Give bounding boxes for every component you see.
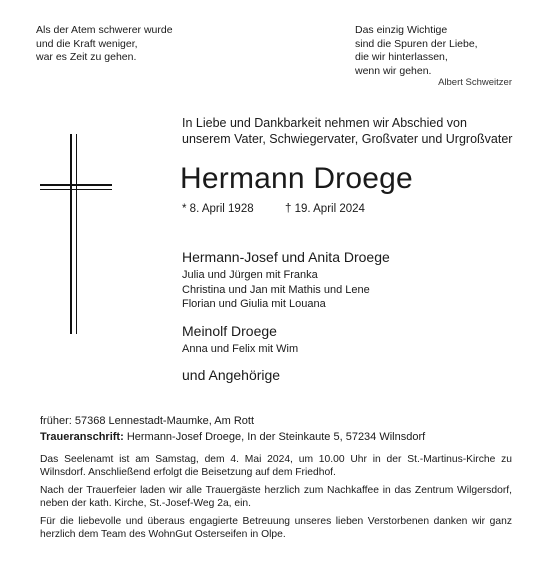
footer-text (40, 453, 512, 541)
poem-left-line: Als der Atem schwerer wurde (36, 24, 173, 36)
poem-left-line: war es Zeit zu gehen. (36, 51, 137, 63)
birth-date: * 8. April 1928 (182, 203, 254, 215)
poem-right-line: sind die Spuren der Liebe, (355, 37, 478, 50)
poem-right (355, 24, 478, 78)
footer-paragraph: Das Seelenamt ist am Samstag, dem 4. Mai 2024, um 10.00 Uhr in der St.-Martinus-Kirche zu Wilnsdorf. Anschließend erfolgt die Beisetzung auf dem Friedhof. (40, 454, 512, 478)
poem-right-line: wenn wir gehen. (355, 64, 432, 77)
family1-list (182, 268, 370, 312)
family1-line: Florian und Giulia mit Louana (182, 298, 326, 310)
mourning-address (40, 430, 425, 445)
family2-head: Meinolf Droege (182, 323, 277, 339)
former-address: früher: 57368 Lennestadt-Maumke, Am Rott (40, 415, 255, 427)
mourning-address-text: Hermann-Josef Droege, In der Steinkaute 5, 57234 Wilnsdorf (126, 431, 426, 443)
cross-vertical-line (76, 134, 77, 334)
cross-vertical-line (70, 134, 72, 334)
poem-left-line: und die Kraft weniger, (36, 37, 138, 50)
deceased-name: Hermann Droege (180, 162, 413, 195)
cross-horizontal-line (40, 189, 112, 190)
footer-paragraph: Für die liebevolle und überaus engagierte Betreuung unseres lieben Verstorbenen danken wir ganz herzlich dem Team des WohnGut Osterseifen in Olpe. (40, 516, 512, 540)
poem-right-line: Das einzig Wichtige (355, 24, 448, 36)
family1-line: Julia und Jürgen mit Franka (182, 269, 318, 281)
mourning-address-label: Traueranschrift: (40, 431, 124, 443)
intro-line: unserem Vater, Schwiegervater, Großvater und Urgroßvater (182, 132, 513, 146)
relatives-line: und Angehörige (182, 367, 281, 383)
poem-right-line: die wir hinterlassen, (355, 51, 448, 63)
death-date: † 19. April 2024 (285, 203, 365, 215)
family2-list (182, 342, 298, 357)
intro-line: In Liebe und Dankbarkeit nehmen wir Abschied von (182, 116, 467, 130)
intro-text (182, 115, 512, 147)
family2-line: Anna und Felix mit Wim (182, 343, 299, 355)
poem-left (36, 24, 173, 65)
footer-paragraph: Nach der Trauerfeier laden wir alle Trauergäste herzlich zum Nachkaffee in das Zentrum Wilgersdorf, neben der kath. Kirche, St.-Josef-Weg 2a, ein. (40, 485, 512, 509)
cross-horizontal-line (40, 184, 112, 186)
family1-head: Hermann-Josef und Anita Droege (182, 249, 390, 265)
poem-author: Albert Schweitzer (438, 77, 512, 88)
family1-line: Christina und Jan mit Mathis und Lene (182, 283, 370, 296)
